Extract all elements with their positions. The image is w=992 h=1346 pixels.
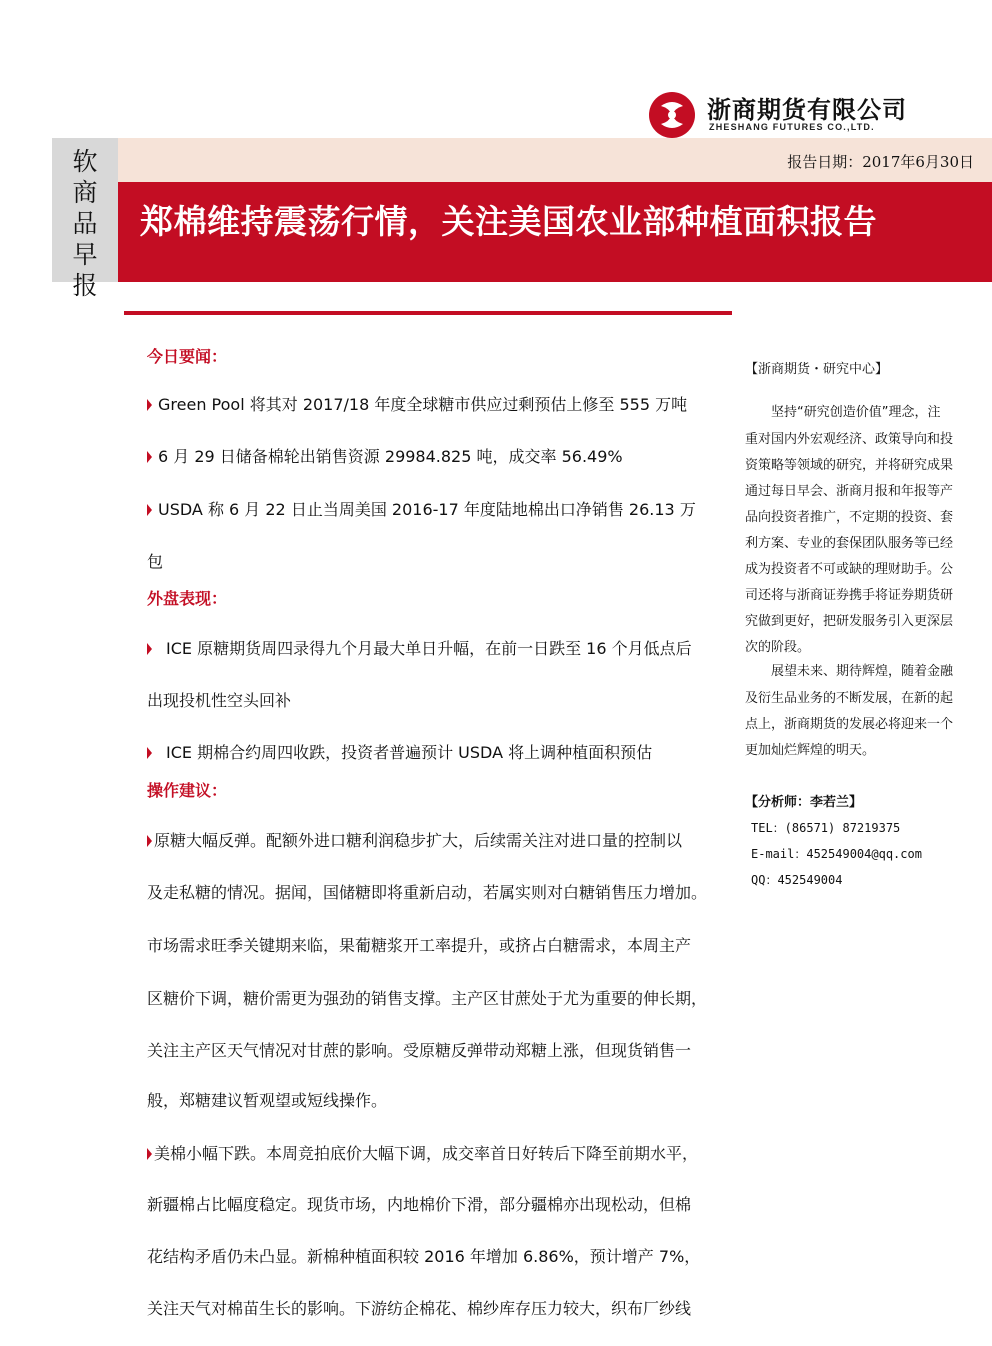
category-char: 软 — [72, 147, 98, 176]
intro-line: 司还将与浙商证券携手将证券期货研 — [745, 588, 954, 603]
intro-line: 利方案、专业的套保团队服务等已经 — [745, 536, 954, 551]
news-item: 6 月 29 日储备棉轮出销售资源 29984.825 吨，成交率 56.49% — [147, 444, 623, 467]
news-item-continued: 包 — [147, 552, 164, 571]
intro-line: 点上，浙商期货的发展必将迎来一个 — [745, 717, 954, 732]
advice-line: 般，郑糖建议暂观望或短线操作。 — [147, 1091, 388, 1110]
advice-line: 关注主产区天气情况对甘蔗的影响。受原糖反弹带动郑糖上涨，但现货销售一 — [147, 1041, 692, 1060]
company-logo-icon — [647, 90, 697, 140]
advice-line: 及走私糖的情况。据闻，国储糖即将重新启动，若属实则对白糖销售压力增加。 — [147, 883, 708, 902]
date-band — [118, 138, 992, 182]
advice-line: 区糖价下调，糖价需更为强劲的销售支撑。主产区甘蔗处于尤为重要的伸长期， — [147, 989, 708, 1008]
company-name-cn: 浙商期货有限公司 — [707, 96, 907, 124]
intro-line: 坚持“研究创造价值”理念，注 — [745, 405, 941, 420]
company-logo — [647, 90, 937, 140]
intro-line: 品向投资者推广，不定期的投资、套 — [745, 510, 954, 525]
section-divider — [124, 311, 732, 315]
news-item: USDA 称 6 月 22 日止当周美国 2016-17 年度陆地棉出口净销售 26.13 万 — [147, 497, 696, 520]
advice-heading: 操作建议： — [147, 781, 228, 800]
intro-line: 究做到更好，把研发服务引入更深层 — [745, 614, 954, 629]
report-title: 郑棉维持震荡行情，关注美国农业部种植面积报告 — [140, 202, 877, 241]
intro-line: 次的阶段。 — [745, 640, 811, 655]
analyst-qq: QQ：452549004 — [751, 873, 843, 887]
category-char: 商 — [72, 178, 98, 207]
advice-line: 原糖大幅反弹。配额外进口糖利润稳步扩大，后续需关注对进口量的控制以 — [147, 828, 682, 851]
analyst-name: 【分析师：李若兰】 — [745, 795, 863, 810]
intro-line: 资策略等领域的研究，并将研究成果 — [745, 458, 954, 473]
intro-line: 重对国内外宏观经济、政策导向和投 — [745, 432, 954, 447]
intro-line: 更加灿烂辉煌的明天。 — [745, 743, 876, 758]
advice-line: 美棉小幅下跌。本周竞拍底价大幅下调，成交率首日好转后下降至前期水平， — [147, 1141, 698, 1164]
intro-line: 通过每日早会、浙商月报和年报等产 — [745, 484, 954, 499]
intro-line: 成为投资者不可或缺的理财助手。公 — [745, 562, 954, 577]
advice-line: 关注天气对棉苗生长的影响。下游纺企棉花、棉纱库存压力较大，织布厂纱线 — [147, 1299, 692, 1318]
bullet-icon — [147, 835, 152, 847]
analyst-email[interactable]: E-mail：452549004@qq.com — [751, 847, 922, 861]
outer-market-item-continued: 出现投机性空头回补 — [147, 691, 292, 710]
bullet-icon — [147, 451, 152, 463]
analyst-phone: TEL：(86571) 87219375 — [751, 821, 901, 835]
advice-line: 花结构矛盾仍未凸显。新棉种植面积较 2016 年增加 6.86%，预计增产 7%， — [147, 1247, 701, 1266]
company-name-en: ZHESHANG FUTURES CO.,LTD. — [709, 122, 875, 132]
bullet-icon — [147, 504, 152, 516]
news-item: Green Pool 将其对 2017/18 年度全球糖市供应过剩预估上修至 555 万吨 — [147, 392, 687, 415]
report-date: 报告日期：2017年6月30日 — [787, 153, 974, 171]
intro-line: 展望未来、期待辉煌，随着金融 — [745, 664, 954, 679]
category-char: 品 — [72, 209, 98, 238]
category-char: 早 — [72, 240, 98, 269]
title-band — [118, 182, 992, 282]
advice-line: 市场需求旺季关键期来临，果葡糖浆开工率提升，或挤占白糖需求，本周主产 — [147, 936, 692, 955]
bullet-icon — [147, 643, 152, 655]
category-tab-label — [52, 146, 118, 301]
advice-line: 新疆棉占比幅度稳定。现货市场，内地棉价下滑，部分疆棉亦出现松动，但棉 — [147, 1195, 692, 1214]
category-char: 报 — [72, 271, 98, 300]
outer-market-item: ICE 期棉合约周四收跌，投资者普遍预计 USDA 将上调种植面积预估 — [147, 740, 652, 763]
category-tab — [52, 138, 118, 300]
bullet-icon — [147, 1148, 152, 1160]
outer-market-heading: 外盘表现： — [147, 589, 228, 608]
research-center-heading: 【浙商期货・研究中心】 — [745, 362, 889, 377]
bullet-icon — [147, 399, 152, 411]
news-heading: 今日要闻： — [147, 347, 228, 366]
intro-line: 及衍生品业务的不断发展，在新的起 — [745, 691, 954, 706]
bullet-icon — [147, 747, 152, 759]
outer-market-item: ICE 原糖期货周四录得九个月最大单日升幅，在前一日跌至 16 个月低点后 — [147, 636, 692, 659]
